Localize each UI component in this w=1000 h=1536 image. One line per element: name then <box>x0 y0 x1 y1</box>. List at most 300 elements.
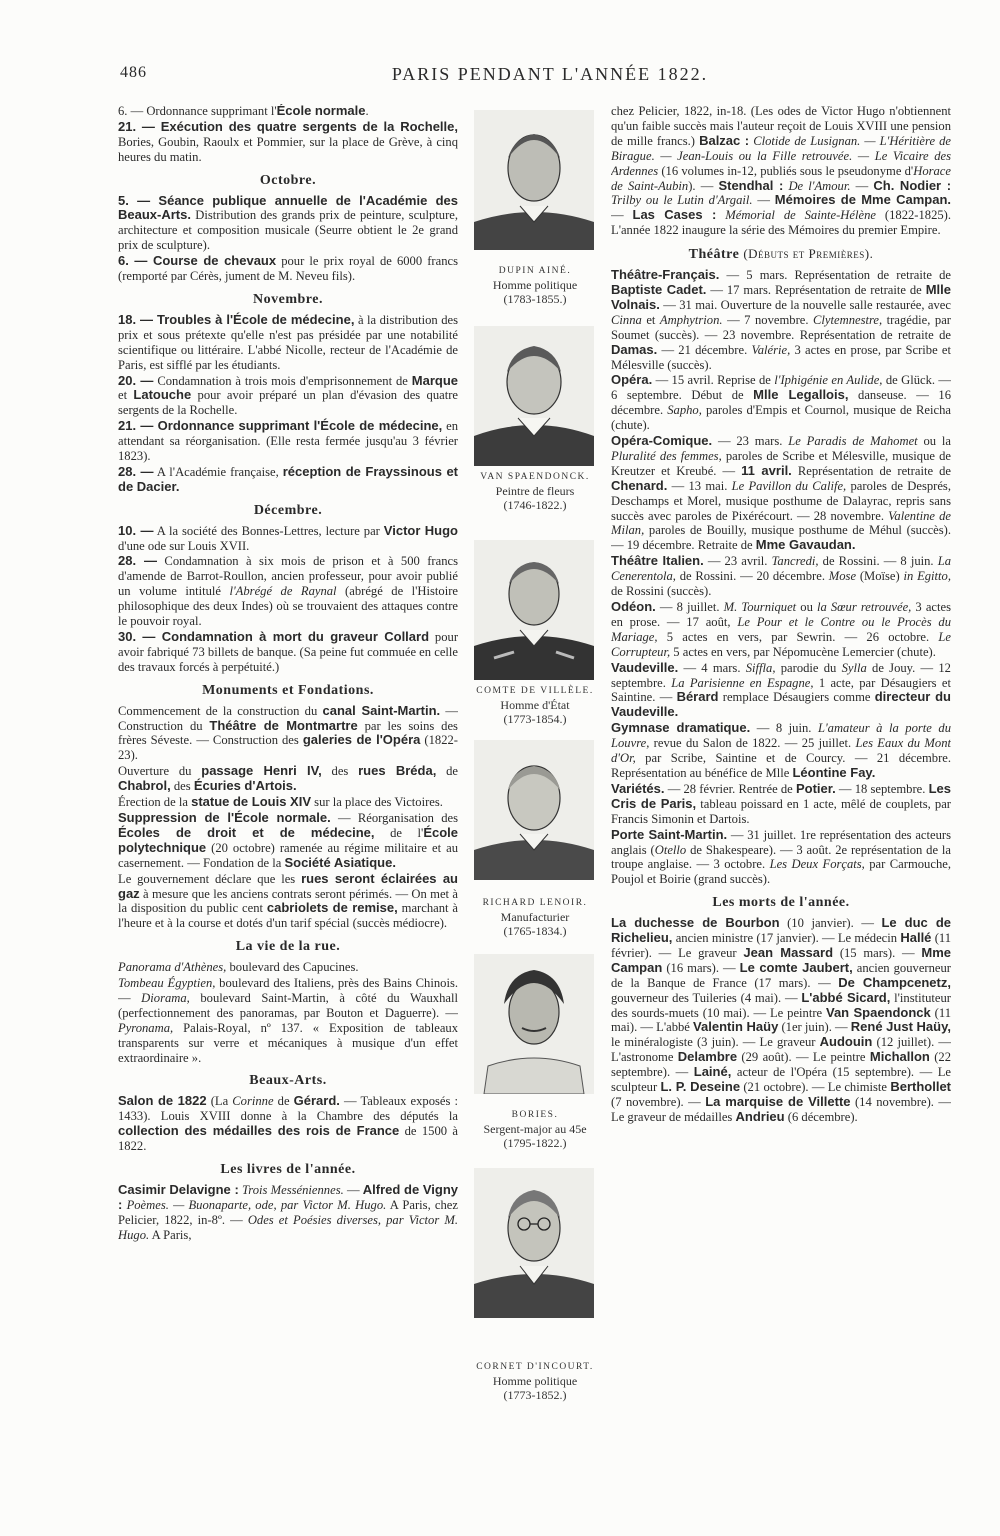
entry-paragraph <box>118 795 458 810</box>
entry-paragraph <box>118 313 458 373</box>
keyword-run: galeries de l'Opéra <box>302 732 421 748</box>
section-heading-monuments: Monuments et Fondations. <box>202 682 374 698</box>
entry-paragraph <box>611 916 951 1125</box>
theatre-heading-subtitle: (Débuts et Premières). <box>743 246 874 262</box>
keyword-run: La marquise de Villette <box>705 1094 851 1109</box>
text-run: — Réorganisation des <box>330 810 458 825</box>
text-run: de Shakespeare). — 3 août. 2e représentation de la troupe anglaise. — 3 octobre. <box>611 842 951 872</box>
keyword-run: Berthollet <box>890 1079 951 1095</box>
text-run: Érection de la <box>118 795 192 810</box>
text-run: chez Pelicier, 1822, in-18. (Les odes de Victor Hugo n'obtiennent qu'un faible succès mais l'auteur reçoit de Louis XVIII une pension de mille francs.) <box>611 104 951 148</box>
title-run: Clytemnestre, <box>813 312 883 327</box>
text-run <box>716 208 725 222</box>
entry-paragraph <box>118 419 458 464</box>
keyword-run: Gérard. <box>293 1093 340 1109</box>
keyword-run: 30. — Condamnation à mort du graveur Collard <box>118 629 430 644</box>
text-run: (11 février). — Le graveur <box>611 931 951 960</box>
title-run: Poèmes. — Buonaparte, ode, par Victor M. Hugo. <box>126 1197 387 1212</box>
keyword-run: Stendhal : <box>718 177 784 193</box>
text-run: et <box>118 388 134 403</box>
title-run: Corinne <box>232 1094 274 1109</box>
right-column <box>611 104 951 1416</box>
text-run: A Paris, chez Pelicier, 1822, in-8º. — <box>118 1197 458 1227</box>
keyword-run: directeur du Vaudeville. <box>611 689 951 720</box>
keyword-run: Damas. <box>611 341 658 357</box>
title-run: Le Corrupteur, <box>611 629 951 659</box>
keyword-run: Opéra-Comique. <box>611 433 713 449</box>
keyword-run: Latouche <box>133 387 192 403</box>
text-run: — 21 décembre. <box>657 342 752 357</box>
running-head: PARIS PENDANT L'ANNÉE 1822. <box>391 64 709 84</box>
text-run: par Scribe, Saintine et de Courcy. — 21 décembre. Représentation au bénéfice de Mlle <box>611 751 951 780</box>
entry-paragraph <box>118 630 458 675</box>
portrait-engraving <box>474 326 594 466</box>
keyword-run: 10. — <box>118 522 154 538</box>
text-run: des <box>170 779 194 794</box>
keyword-run: Suppression de l'École normale. <box>118 809 331 825</box>
text-run: (Moïse) <box>856 569 904 584</box>
entry-paragraph <box>611 268 951 372</box>
keyword-run: Léontine Fay. <box>792 764 876 780</box>
text-run: de Rossini (succès). <box>611 584 712 599</box>
keyword-run: Salon de 1822 <box>118 1093 207 1109</box>
text-run: 1 acte, par Désaugiers et Saintine. — <box>611 675 951 705</box>
portrait-name: COMTE DE VILLÈLE. <box>476 686 594 696</box>
keyword-run: Mlle Legallois, <box>753 387 849 403</box>
text-run: (15 mars). — <box>833 945 922 960</box>
text-run: gouverneur des Tuileries (4 mai). — <box>611 990 802 1005</box>
keyword-run: École normale <box>276 104 366 118</box>
text-run: tragédie, par Soumet (succès). — 23 novembre. Représentation de retraite de <box>611 312 951 342</box>
portrait-engraving <box>474 540 594 680</box>
title-run: La Cenerentola, <box>611 554 951 584</box>
title-run: Horace de Saint-Aubin <box>611 163 951 193</box>
keyword-run: Écuries d'Artois. <box>193 778 297 794</box>
title-run: Mose <box>828 569 857 584</box>
keyword-run: Lainé, <box>693 1064 732 1080</box>
entry-paragraph <box>611 721 951 781</box>
portrait-name: VAN SPAENDONCK. <box>480 472 590 482</box>
portrait-role: Manufacturier <box>500 910 570 924</box>
entry-paragraph <box>118 704 458 764</box>
portrait-role: Homme politique <box>492 278 578 292</box>
keyword-run: Alfred de Vigny : <box>118 1181 458 1212</box>
text-run: — 13 mai. <box>667 478 732 493</box>
keyword-run: Odéon. <box>611 599 656 614</box>
text-run: — 8 juillet. <box>655 600 724 614</box>
entry-paragraph <box>611 104 951 238</box>
text-run: remplace Désaugiers comme <box>718 690 875 705</box>
keyword-run: Mme Gavaudan. <box>755 537 856 553</box>
title-run: Valentine de Milan, <box>611 508 951 538</box>
keyword-run: 21. — Ordonnance supprimant l'École de médecine, <box>118 418 443 434</box>
text-run: des <box>321 764 359 779</box>
entry-paragraph <box>118 194 458 254</box>
title-run: Tombeau Égyptien, <box>118 976 216 991</box>
keyword-run: Audouin <box>819 1034 873 1050</box>
entry-paragraph <box>611 600 951 660</box>
keyword-run: Mlle Volnais. <box>611 281 951 312</box>
keyword-run: Marque <box>411 372 458 388</box>
entry-paragraph <box>611 828 951 888</box>
text-run: boulevard des Italiens, près des Bains Chinois. — <box>118 976 458 1005</box>
text-run: 5 actes en vers, par Népomucène Lemercier (chute). <box>670 644 936 659</box>
keyword-run: L. P. Deseine <box>660 1079 741 1095</box>
title-run: Amphytrion. <box>659 312 723 327</box>
text-run: parodie du <box>775 660 842 675</box>
text-run: boulevard Saint-Martin, à côté du Wauxhall (perfectionnement des panoramas, par Bouton et Daguerre). — <box>118 990 458 1020</box>
text-run: revue du Salon de 1822. — 25 juillet. <box>649 736 856 751</box>
keyword-run: Hallé <box>900 930 932 946</box>
text-run: ancien ministre (17 janvier). — Le médecin <box>672 931 901 946</box>
keyword-run: Chenard. <box>611 477 668 493</box>
text-run: et <box>641 312 660 327</box>
text-run: (22 septembre). — <box>611 1050 951 1080</box>
keyword-run: 28. — <box>118 553 157 569</box>
text-run: Commencement de la construction du <box>118 703 323 718</box>
title-run: Valérie, <box>751 342 791 357</box>
text-run: de l' <box>374 825 424 840</box>
title-run: Clotide de Lusignan. — L'Héritière de Birague. — Jean-Louis ou la Fille retrouvée. — Le Vicaire des Ardennes <box>611 133 951 178</box>
keyword-run: canal Saint-Martin. <box>322 702 441 718</box>
title-run: Cinna <box>611 312 642 327</box>
text-run: paroles de Després, Deschamps et Morel, musique posthume de Dalayrac, repris sans succès avec paroles de Pixérécourt. — 28 novembre. <box>611 478 951 523</box>
keyword-run: rues seront éclairées au gaz <box>118 870 458 901</box>
portrait-dates: (1783-1855.) <box>503 292 567 306</box>
keyword-run: Bérard <box>676 689 719 705</box>
keyword-run: collection des médailles des rois de France <box>118 1123 400 1139</box>
keyword-run: 20. — <box>118 372 154 388</box>
text-run: — Construction du <box>118 703 458 733</box>
text-run: ancien gouverneur de la Banque de France (17 mars). — <box>611 960 951 990</box>
text-run: Représentation de retraite de <box>791 463 951 478</box>
portrait-engraving <box>474 740 594 880</box>
section-heading-beaux-arts: Beaux-Arts. <box>249 1073 327 1089</box>
entry-paragraph <box>118 374 458 419</box>
keyword-run: Victor Hugo <box>383 522 458 538</box>
text-run: par les soins des frères Séveste. — Construction des <box>118 718 458 748</box>
keyword-run: Le duc de Richelieu, <box>611 915 951 946</box>
text-run: (1822-1825). L'année 1822 inaugure la série des Mémoires du premier Empire. <box>611 208 951 238</box>
keyword-run: Le comte Jaubert, <box>739 959 853 975</box>
title-run: la Sœur retrouvée, <box>816 600 912 614</box>
title-run: Otello <box>654 842 687 857</box>
keyword-run: Van Spaendonck <box>826 1004 931 1020</box>
text-run: — 23 mars. <box>712 434 789 449</box>
title-run: l'Abrégé de Raynal <box>229 584 337 599</box>
text-run: Distribution des grands prix de peinture, sculpture, architecture et composition musicale (Seurre obtient le 2e grand prix de sculpture). <box>118 208 458 253</box>
text-run: — 15 avril. Reprise de <box>652 373 775 388</box>
title-run: Sapho, <box>667 403 702 418</box>
text-run: acteur de l'Opéra (15 septembre). — Le sculpteur <box>611 1065 951 1095</box>
text-run: à la distribution des prix et sous prétexte qu'elle n'est pas présidée par une notabilité scientifique ou littéraire. L'abbé Nicolle, recteur de l'Académie de Paris, est sifflé par les étudiants. <box>118 312 458 372</box>
text-run: 3 actes en prose, par Scribe et Mélesville (succès). <box>611 342 951 372</box>
text-run: (La <box>206 1094 233 1109</box>
text-run: Palais-Royal, nº 137. « Exposition de tableaux transparents sur verre et mécaniques à musique d'un effet extraordinaire ». <box>118 1020 458 1065</box>
text-run: — 18 septembre. <box>835 781 929 796</box>
keyword-run: Écoles de droit et de médecine, <box>118 824 375 840</box>
keyword-run: 18. — Troubles à l'École de médecine, <box>118 311 355 327</box>
keyword-run: Porte Saint-Martin. <box>611 826 728 842</box>
entry-paragraph <box>118 554 458 629</box>
keyword-run: Mémoires de Mme Campan. <box>774 192 951 208</box>
text-run: (abrégé de l'Histoire philosophique des deux Indes) où se trouvaient des attaques contre le pouvoir royal. <box>118 584 458 629</box>
portrait-dates: (1773-1854.) <box>503 712 567 726</box>
keyword-run: cabriolets de remise, <box>266 900 398 916</box>
title-run: L'amateur à la porte du Louvre, <box>611 721 951 751</box>
portrait-role: Homme politique <box>492 1374 578 1388</box>
title-run: Trois Messéniennes. <box>242 1182 344 1197</box>
text-run: — 28 février. Rentrée de <box>664 781 796 796</box>
entry-paragraph <box>118 811 458 871</box>
text-run: tableau poissard en 1 acte, mêlé de couplets, par Francis Simonin et Dartois. <box>611 796 951 826</box>
text-run: 5 actes en vers, par Sewrin. — 26 octobre. <box>657 629 939 644</box>
section-heading-decembre: Décembre. <box>253 502 323 518</box>
title-run: Les Deux Forçats, <box>769 857 865 872</box>
page-number: 486 <box>120 64 147 81</box>
entry-paragraph <box>118 120 458 165</box>
text-run: boulevard des Capucines. <box>226 960 359 975</box>
text-run: le minéralogiste (3 juin). — Le graveur <box>611 1035 820 1050</box>
title-run: Le Pour et le Contre ou le Procès du Mariage, <box>611 614 951 644</box>
keyword-run: Delambre <box>677 1049 738 1065</box>
text-run: ou la <box>917 434 951 449</box>
text-run: A la société des Bonnes-Lettres, lecture par <box>153 523 384 538</box>
portrait-name: CORNET D'INCOURT. <box>476 1362 594 1372</box>
text-run: — Tableaux exposés : 1433). Louis XVIII donne à la Chambre des députés la <box>118 1094 458 1124</box>
entry-paragraph <box>118 960 458 975</box>
text-run: — 23 avril. <box>703 554 772 569</box>
text-run: (16 volumes in-12, publiés sous le pseudonyme d' <box>658 163 914 178</box>
text-run: (29 août). — Le peintre <box>737 1050 870 1065</box>
keyword-run: 5. — Séance publique annuelle de l'Académie des Beaux-Arts. <box>118 192 458 223</box>
text-run: de Rossini. — 8 juin. <box>818 554 938 569</box>
keyword-run: Variétés. <box>611 780 665 796</box>
text-run: d'une ode sur Louis XVII. <box>118 538 250 553</box>
text-run: A l'Académie française, <box>153 464 283 479</box>
text-run: — <box>611 208 633 223</box>
keyword-run: réception de Frayssinous et de Dacier. <box>118 463 458 494</box>
keyword-run: Théâtre Italien. <box>611 553 704 569</box>
text-run: marchant à l'heure et à la course et dotés d'un tarif spécial (succès médiocre). <box>118 901 458 931</box>
text-run: paroles de Bouilly, musique posthume de Méhul (succès). — 19 décembre. Retraite de <box>611 523 951 553</box>
title-run: Panorama d'Athènes, <box>118 960 227 975</box>
section-heading-theatre <box>611 247 951 263</box>
text-run: ). — <box>688 178 719 193</box>
title-run: De l'Amour. <box>788 178 851 193</box>
text-run: sur la place des Victoires. <box>311 795 443 810</box>
keyword-run: Les Cris de Paris, <box>611 780 951 811</box>
keyword-run: 6. — Course de chevaux <box>118 253 277 269</box>
text-run: (21 octobre). — Le chimiste <box>740 1080 891 1095</box>
text-run: de Rossini. — 20 décembre. <box>675 569 829 584</box>
portrait-engraving <box>474 1168 594 1318</box>
portrait-engraving <box>474 110 594 250</box>
keyword-run: statue de Louis XIV <box>191 794 312 810</box>
title-run: Les Eaux du Mont d'Or, <box>611 736 951 766</box>
text-run: (10 janvier). — <box>779 916 882 931</box>
keyword-run: Potier. <box>795 780 836 796</box>
keyword-run: L'abbé Sicard, <box>801 989 891 1005</box>
left-column <box>118 104 458 1416</box>
text-run: de <box>273 1094 294 1109</box>
portrait-name: BORIES. <box>511 1110 559 1120</box>
text-run: — 8 juin. <box>750 721 818 736</box>
theatre-heading-title: Théâtre <box>688 247 740 263</box>
keyword-run: Michallon <box>869 1049 930 1065</box>
keyword-run: Chabrol, <box>118 778 171 794</box>
text-run: à mesure que les anciens contrats seront périmés. — On met à la disposition du public cent <box>118 886 458 916</box>
portrait-name: DUPIN AINÉ. <box>498 266 572 276</box>
title-run: Pluralité des femmes, <box>611 448 722 463</box>
text-run: . <box>365 104 369 118</box>
title-run: in Egitto, <box>903 569 951 584</box>
entry-paragraph <box>118 764 458 794</box>
title-run: Le Paradis de Mahomet <box>788 434 918 449</box>
text-run: (20 octobre) ramenée au régime militaire et au casernement. — Fondation de la <box>118 840 458 870</box>
entry-paragraph <box>118 872 458 932</box>
section-heading-vie-rue: La vie de la rue. <box>235 939 341 955</box>
text-run: — <box>343 1182 363 1197</box>
keyword-run: La duchesse de Bourbon <box>611 915 780 931</box>
text-run: — 31 mai. Ouverture de la nouvelle salle restaurée, avec <box>659 297 951 312</box>
title-run: Mémorial de Sainte-Hélène <box>725 208 876 223</box>
keyword-run: Mme Campan <box>611 944 951 975</box>
entry-paragraph <box>118 1183 458 1243</box>
text-run: — 5 mars. Représentation de retraite de <box>719 268 951 283</box>
text-run: de Glück. — 6 septembre. Début de <box>611 373 951 403</box>
portrait-role: Homme d'État <box>500 698 570 712</box>
text-run: 6. — Ordonnance supprimant l' <box>118 104 277 118</box>
keyword-run: Andrieu <box>735 1108 785 1124</box>
title-run: Tancredi, <box>771 554 819 569</box>
keyword-run: Opéra. <box>611 372 653 388</box>
text-run: (6 décembre). <box>784 1109 858 1124</box>
text-run: paroles de Scribe et Mélesville, musique de Kreutzer et Kreubé. — <box>611 448 951 478</box>
keyword-run: 11 avril. <box>741 462 792 478</box>
keyword-run: Valentin Haüy <box>693 1019 779 1035</box>
text-run: — 31 juillet. 1re représentation des acteurs anglais ( <box>611 827 951 857</box>
text-run: paroles d'Empis et Cournol, musique de Reicha (chute). <box>611 403 951 433</box>
keyword-run: Gymnase dramatique. <box>611 720 751 736</box>
title-run: Pyronama, <box>118 1020 174 1035</box>
title-run: l'Iphigénie en Aulide, <box>774 373 883 388</box>
keyword-run: Théâtre de Montmartre <box>209 717 358 733</box>
title-run: Trilby ou le Lutin d'Argail. <box>611 193 753 208</box>
entry-paragraph <box>611 373 951 433</box>
text-run: de <box>436 764 458 779</box>
keyword-run: Vaudeville. <box>611 659 679 675</box>
text-run: pour le prix royal de 6000 francs (remporté par Cérès, jument de M. Neveu fils). <box>118 254 458 284</box>
entry-paragraph <box>118 254 458 284</box>
text-run: — 17 mars. Représentation de retraite de <box>706 282 926 297</box>
keyword-run: Casimir Delavigne : <box>118 1181 239 1197</box>
keyword-run: Société Asiatique. <box>284 854 396 870</box>
keyword-run: René Just Haüy, <box>850 1019 951 1035</box>
entry-paragraph <box>118 465 458 495</box>
entry-paragraph <box>611 782 951 827</box>
entry-paragraph <box>611 434 951 553</box>
keyword-run: passage Henri IV, <box>201 763 322 779</box>
title-run: M. Tourniquet <box>723 600 797 614</box>
entry-paragraph <box>118 524 458 554</box>
title-run: Le Pavillon du Calife, <box>731 478 847 493</box>
section-heading-morts: Les morts de l'année. <box>712 895 850 911</box>
text-run: — <box>850 178 874 193</box>
portrait-role: Peintre de fleurs <box>495 484 575 498</box>
text-run: (14 novembre). — Le graveur de médailles <box>611 1095 951 1124</box>
keyword-run: Jean Massard <box>743 944 834 960</box>
text-run: Le gouvernement déclare que les <box>118 871 302 886</box>
title-run: Odes et Poésies diverses, par Victor M. Hugo. <box>118 1212 458 1242</box>
keyword-run: Balzac : <box>699 132 750 148</box>
entry-paragraph <box>611 554 951 599</box>
keyword-run: Théâtre-Français. <box>611 267 720 283</box>
keyword-run: Baptiste Cadet. <box>611 281 707 297</box>
keyword-run: Ch. Nodier : <box>873 177 951 193</box>
title-run: Siffla, <box>745 660 776 675</box>
text-run: de Jouy. — 12 septembre. <box>611 660 951 690</box>
text-run: pour avoir préparé un plan d'évasion des quatre sergents de la Rochelle. <box>118 388 458 418</box>
entry-paragraph <box>118 1094 458 1154</box>
keyword-run: Las Cases : <box>632 207 717 223</box>
text-run: Ouverture du <box>118 764 202 779</box>
portrait-engraving <box>474 954 594 1094</box>
text-run: 3 actes en prose. — 17 août, <box>611 600 951 629</box>
text-run: — 4 mars. <box>678 660 746 675</box>
text-run: ou <box>796 600 817 614</box>
text-run: pour avoir fabriqué 73 billets de banque. (Sa peine fut commuée en celle des travaux forcés à perpétuité.) <box>118 630 458 674</box>
portrait-dates: (1746-1822.) <box>503 498 567 512</box>
text-run: (1er juin). — <box>778 1020 851 1035</box>
title-run: Diorama, <box>141 990 190 1005</box>
text-run: (12 juillet). — L'astronome <box>611 1035 951 1065</box>
portrait-column <box>462 104 608 1416</box>
text-run: (7 novembre). — <box>611 1095 706 1109</box>
text-run: Condamnation à six mois de prison et à 500 francs d'amende de Barrot-Roullon, ancien professeur, pour avoir publié un volume intitulé <box>118 554 458 599</box>
keyword-run: École polytechnique <box>118 824 458 855</box>
keyword-run: 21. — Exécution des quatre sergents de la Rochelle, <box>118 118 458 134</box>
text-run: l'instituteur des sourds-muets (10 mai). — Le peintre <box>611 990 951 1020</box>
section-heading-octobre: Octobre. <box>259 172 317 188</box>
text-run: de 1500 à 1822. <box>118 1124 458 1154</box>
portrait-dates: (1773-1852.) <box>503 1388 567 1402</box>
text-run: — 7 novembre. <box>722 312 814 327</box>
entry-paragraph <box>118 104 458 119</box>
portrait-name: RICHARD LENOIR. <box>482 898 588 908</box>
entry-paragraph <box>611 661 951 721</box>
text-run: danseuse. — 16 décembre. <box>611 388 951 418</box>
title-run: Sylla <box>841 660 867 675</box>
title-run: La Parisienne en Espagne, <box>671 675 814 690</box>
portrait-dates: (1795-1822.) <box>503 1136 567 1150</box>
text-run: Bories, Goubin, Raoulx et Pommier, sur la place de Grève, à cinq heures du matin. <box>118 134 458 164</box>
text-run: (11 mai). — L'abbé <box>611 1005 951 1035</box>
text-run: A Paris, <box>149 1227 192 1242</box>
text-run: (16 mars). — <box>662 960 740 975</box>
keyword-run: De Champcenetz, <box>838 974 951 990</box>
text-run: en attendant sa réorganisation. (Elle resta fermée jusqu'au 3 février 1823). <box>118 419 458 464</box>
text-run: (1822-23). <box>118 733 458 763</box>
portrait-role: Sergent-major au 45e <box>483 1122 587 1136</box>
text-run: par Carmouche, Poujol et Boirie (grand succès). <box>611 857 951 887</box>
entry-paragraph <box>118 976 458 1065</box>
keyword-run: rues Bréda, <box>358 763 437 779</box>
section-heading-livres: Les livres de l'année. <box>220 1162 356 1177</box>
keyword-run: 28. — <box>118 463 154 479</box>
section-heading-novembre: Novembre. <box>253 291 323 307</box>
portrait-dates: (1765-1834.) <box>503 924 567 938</box>
